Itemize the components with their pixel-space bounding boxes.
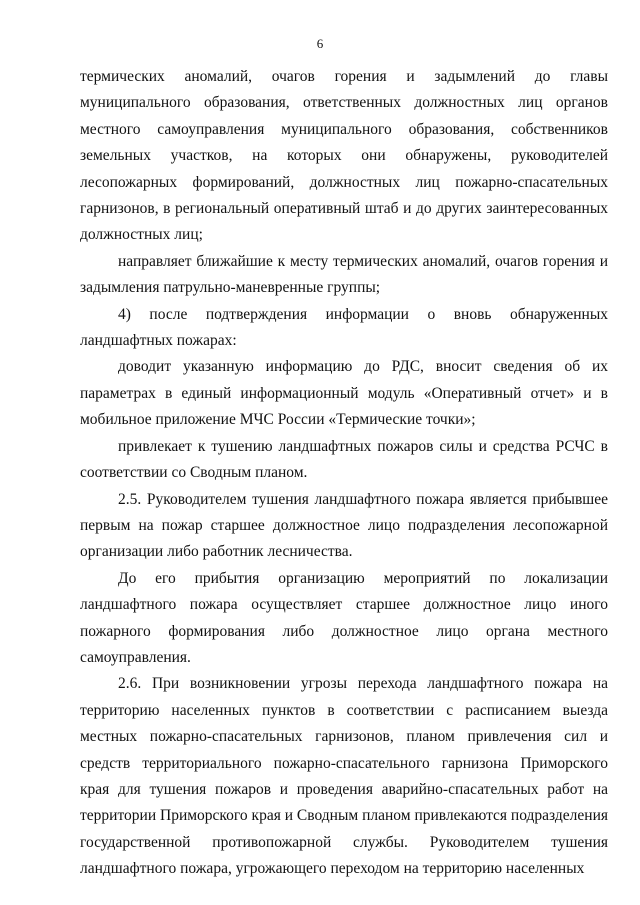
- paragraph-dispatch-groups: направляет ближайшие к месту термических аномалий, очагов горения и задымления патрульно-маневренные группы;: [80, 252, 608, 297]
- paragraph-section-2-5: 2.5. Руководителем тушения ландшафтного пожара является прибывшее первым на пожар старшее должностное лицо подразделения лесопожарной организации либо работник лесничества.: [80, 490, 608, 561]
- paragraph-section-2-6: 2.6. При возникновении угрозы перехода ландшафтного пожара на территорию населенных пунктов в соответствии с расписанием выезда местных пожарно-спасательных гарнизонов, планом привлечения сил и средств территориального пожарно-спасательного гарнизона Приморского края для тушения пожаров и проведения аварийно-спасательных работ на территории Приморского края и Сводным планом привлекаются подразделения государственной противопожарной службы. Руководителем тушения ландшафтного пожара, угрожающего переходом на территорию населенных: [80, 675, 608, 878]
- paragraph-engage-forces: привлекает к тушению ландшафтных пожаров силы и средства РСЧС в соответствии со Сводным планом.: [80, 437, 608, 482]
- page-number: 6: [316, 36, 324, 51]
- document-body: [80, 64, 608, 883]
- paragraph-recipients-continuation: термических аномалий, очагов горения и задымлений до главы муниципального образования, ответственных должностных лиц органов местного самоуправления муниципального образования, собственников земельных участков, на которых они обнаружены, руководителей лесопожарных формирований, должностных лиц пожарно-спасательных гарнизонов, в региональный оперативный штаб и до других заинтересованных должностных лиц;: [80, 68, 608, 244]
- paragraph-before-arrival: До его прибытия организацию мероприятий по локализации ландшафтного пожара осуществляет старшее должностное лицо иного пожарного формирования либо должностное лицо органа местного самоуправления.: [80, 569, 608, 666]
- paragraph-item-4: 4) после подтверждения информации о вновь обнаруженных ландшафтных пожарах:: [80, 305, 608, 350]
- paragraph-report-info: доводит указанную информацию до РДС, вносит сведения об их параметрах в единый информационный модуль «Оперативный отчет» и в мобильное приложение МЧС России «Термические точки»;: [80, 358, 608, 429]
